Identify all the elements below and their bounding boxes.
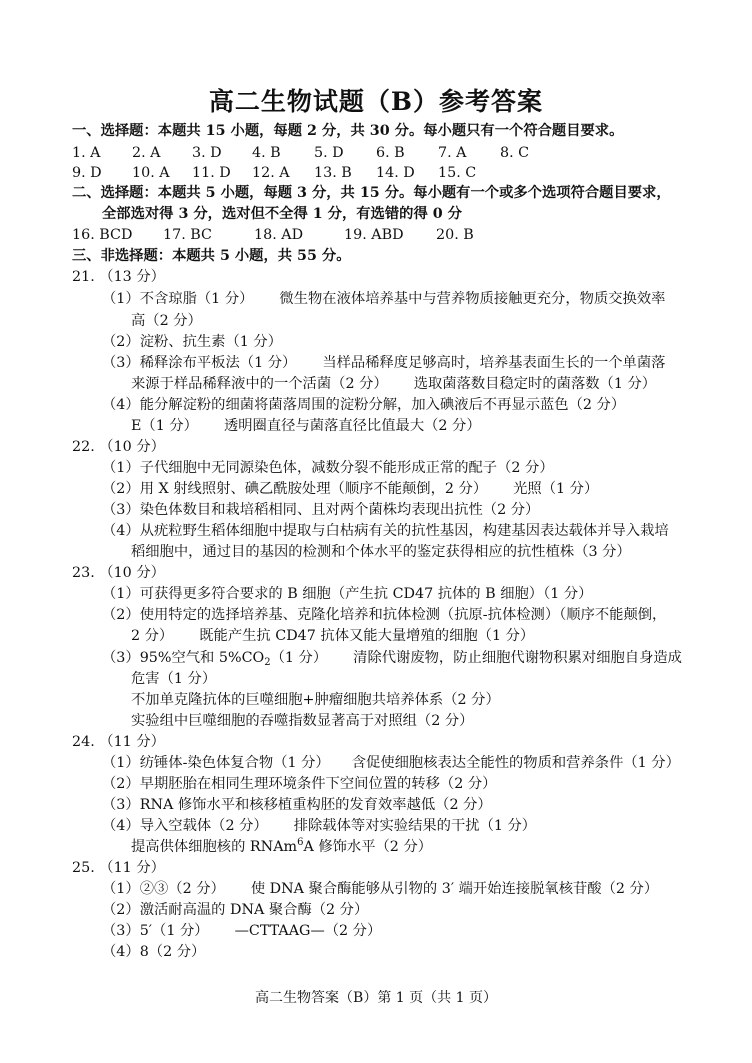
multi-answer: 19. ABD xyxy=(344,227,404,243)
q23-answer-3-cont: 危害（1 分） xyxy=(131,671,217,687)
multi-answer: 16. BCD xyxy=(72,227,133,243)
mc-answer: 9. D xyxy=(72,165,102,181)
multi-answer: 18. AD xyxy=(254,227,304,243)
q21-answer-4: （4）能分解淀粉的细菌将菌落周围的淀粉分解，加入碘液后不再显示蓝色（2 分） xyxy=(102,397,626,413)
q21-answer-3: （3）稀释涂布平板法（1 分） 当样品稀释度足够高时，培养基表面生长的一个单菌落 xyxy=(102,355,666,371)
q25-heading: 25. （11 分） xyxy=(72,860,165,876)
q22-answer-4: （4）从疣粒野生稻体细胞中提取与白枯病有关的抗性基因，构建基因表达载体并导入栽培 xyxy=(102,523,669,539)
mc-answer: 5. D xyxy=(314,145,344,161)
q24-heading: 24. （11 分） xyxy=(72,734,165,750)
q25-answer-3: （3）5′（1 分） —CTTAAG—（2 分） xyxy=(102,923,382,939)
q21-answer-1-cont: 高（2 分） xyxy=(131,313,202,329)
mc-answer: 4. B xyxy=(252,145,281,161)
mc-answer: 11. D xyxy=(192,165,231,181)
q25-answer-4: （4）8（2 分） xyxy=(102,944,206,960)
section2-header: 二、选择题：本题共 5 小题，每题 3 分，共 15 分。每小题有一个或多个选项符合题目要求， xyxy=(72,185,671,201)
q22-answer-2: （2）用 X 射线照射、碘乙酰胺处理（顺序不能颠倒，2 分） 光照（1 分） xyxy=(102,481,599,497)
mc-answer: 12. A xyxy=(252,165,290,181)
section1-answers-row1 xyxy=(72,143,632,163)
q21-answer-2: （2）淀粉、抗生素（1 分） xyxy=(102,334,283,350)
q25-answer-1: （1）②③（2 分） 使 DNA 聚合酶能够从引物的 3′ 端开始连接脱氧核苷酸（2 分） xyxy=(102,881,659,897)
q21-answer-3-cont: 来源于样品稀释液中的一个活菌（2 分） 选取菌落数目稳定时的菌落数（1 分） xyxy=(131,376,657,392)
mc-answer: 7. A xyxy=(438,145,467,161)
q23-answer-2: （2）使用特定的选择培养基、克隆化培养和抗体检测（抗原-抗体检测）（顺序不能颠倒， xyxy=(102,607,667,623)
mc-answer: 2. A xyxy=(132,145,161,161)
multi-answer: 20. B xyxy=(436,227,474,243)
section3-header: 三、非选择题：本题共 5 小题，共 55 分。 xyxy=(72,248,351,264)
q23-answer-4: 不加单克隆抗体的巨噬细胞+肿瘤细胞共培养体系（2 分） xyxy=(131,692,500,708)
mc-answer: 6. B xyxy=(376,145,405,161)
q21-heading: 21. （13 分） xyxy=(72,269,165,285)
q22-answer-3: （3）染色体数目和栽培稻相同、且对两个菌株均表现出抗性（2 分） xyxy=(102,502,540,518)
q24-answer-3: （3）RNA 修饰水平和核移植重构胚的发育效率越低（2 分） xyxy=(102,797,492,813)
q23-answer-3: （3）95%空气和 $5\%CO_2(1$ 分） 清除代谢废物，防止细胞代谢物积累对细胞自身造成 xyxy=(102,650,682,668)
mc-answer: 13. B xyxy=(314,165,352,181)
mc-answer: 14. D xyxy=(376,165,415,181)
section2-answers-row xyxy=(72,225,632,245)
q24-answer-1: （1）纺锤体-染色体复合物（1 分） 含促使细胞核表达全能性的物质和营养条件（1 分） xyxy=(102,755,680,771)
page-title: 高二生物试题（B）参考答案 xyxy=(208,87,544,116)
mc-answer: 15. C xyxy=(438,165,477,181)
q21-answer-4-cont: E（1 分） 透明圈直径与菌落直径比值最大（2 分） xyxy=(131,418,481,434)
q22-heading: 22. （10 分） xyxy=(72,439,165,455)
section1-header: 一、选择题：本题共 15 小题，每题 2 分，共 30 分。每小题只有一个符合题目要求。 xyxy=(72,123,624,139)
page-footer: 高二生物答案（B）第 1 页（共 1 页） xyxy=(255,990,497,1006)
section1-answers-row2 xyxy=(72,163,632,183)
q24-answer-4: （4）导入空载体（2 分） 排除载体等对实验结果的干扰（1 分） xyxy=(102,818,537,834)
q23-answer-4-cont: 实验组中巨噬细胞的吞噬指数显著高于对照组（2 分） xyxy=(131,713,474,729)
q23-answer-2-cont: 2 分） 既能产生抗 CD47 抗体又能大量增殖的细胞（1 分） xyxy=(131,628,535,644)
mc-answer: 1. A xyxy=(72,145,101,161)
mc-answer: 10. A xyxy=(132,165,170,181)
mc-answer: 3. D xyxy=(192,145,222,161)
mc-answer: 8. C xyxy=(500,145,530,161)
q22-answer-4-cont: 稻细胞中，通过目的基因的检测和个体水平的鉴定获得相应的抗性植株（3 分） xyxy=(131,544,631,560)
multi-answer: 17. BC xyxy=(163,227,212,243)
q23-heading: 23. （10 分） xyxy=(72,565,165,581)
q24-answer-4-cont: 提高供体细胞核的 RNAm$^6$A 修饰水平（2 分） xyxy=(131,837,433,855)
q22-answer-1: （1）子代细胞中无同源染色体，减数分裂不能形成正常的配子（2 分） xyxy=(102,460,554,476)
q21-answer-1: （1）不含琼脂（1 分） 微生物在液体培养基中与营养物质接触更充分，物质交换效率 xyxy=(102,291,666,307)
section2-header-cont: 全部选对得 3 分，选对但不全得 1 分，有选错的得 0 分 xyxy=(102,206,462,222)
q23-answer-1: （1）可获得更多符合要求的 B 细胞（产生抗 CD47 抗体的 B 细胞）（1 分） xyxy=(102,586,593,602)
q24-answer-2: （2）早期胚胎在相同生理环境条件下空间位置的转移（2 分） xyxy=(102,776,497,792)
q25-answer-2: （2）激活耐高温的 DNA 聚合酶（2 分） xyxy=(102,902,369,918)
